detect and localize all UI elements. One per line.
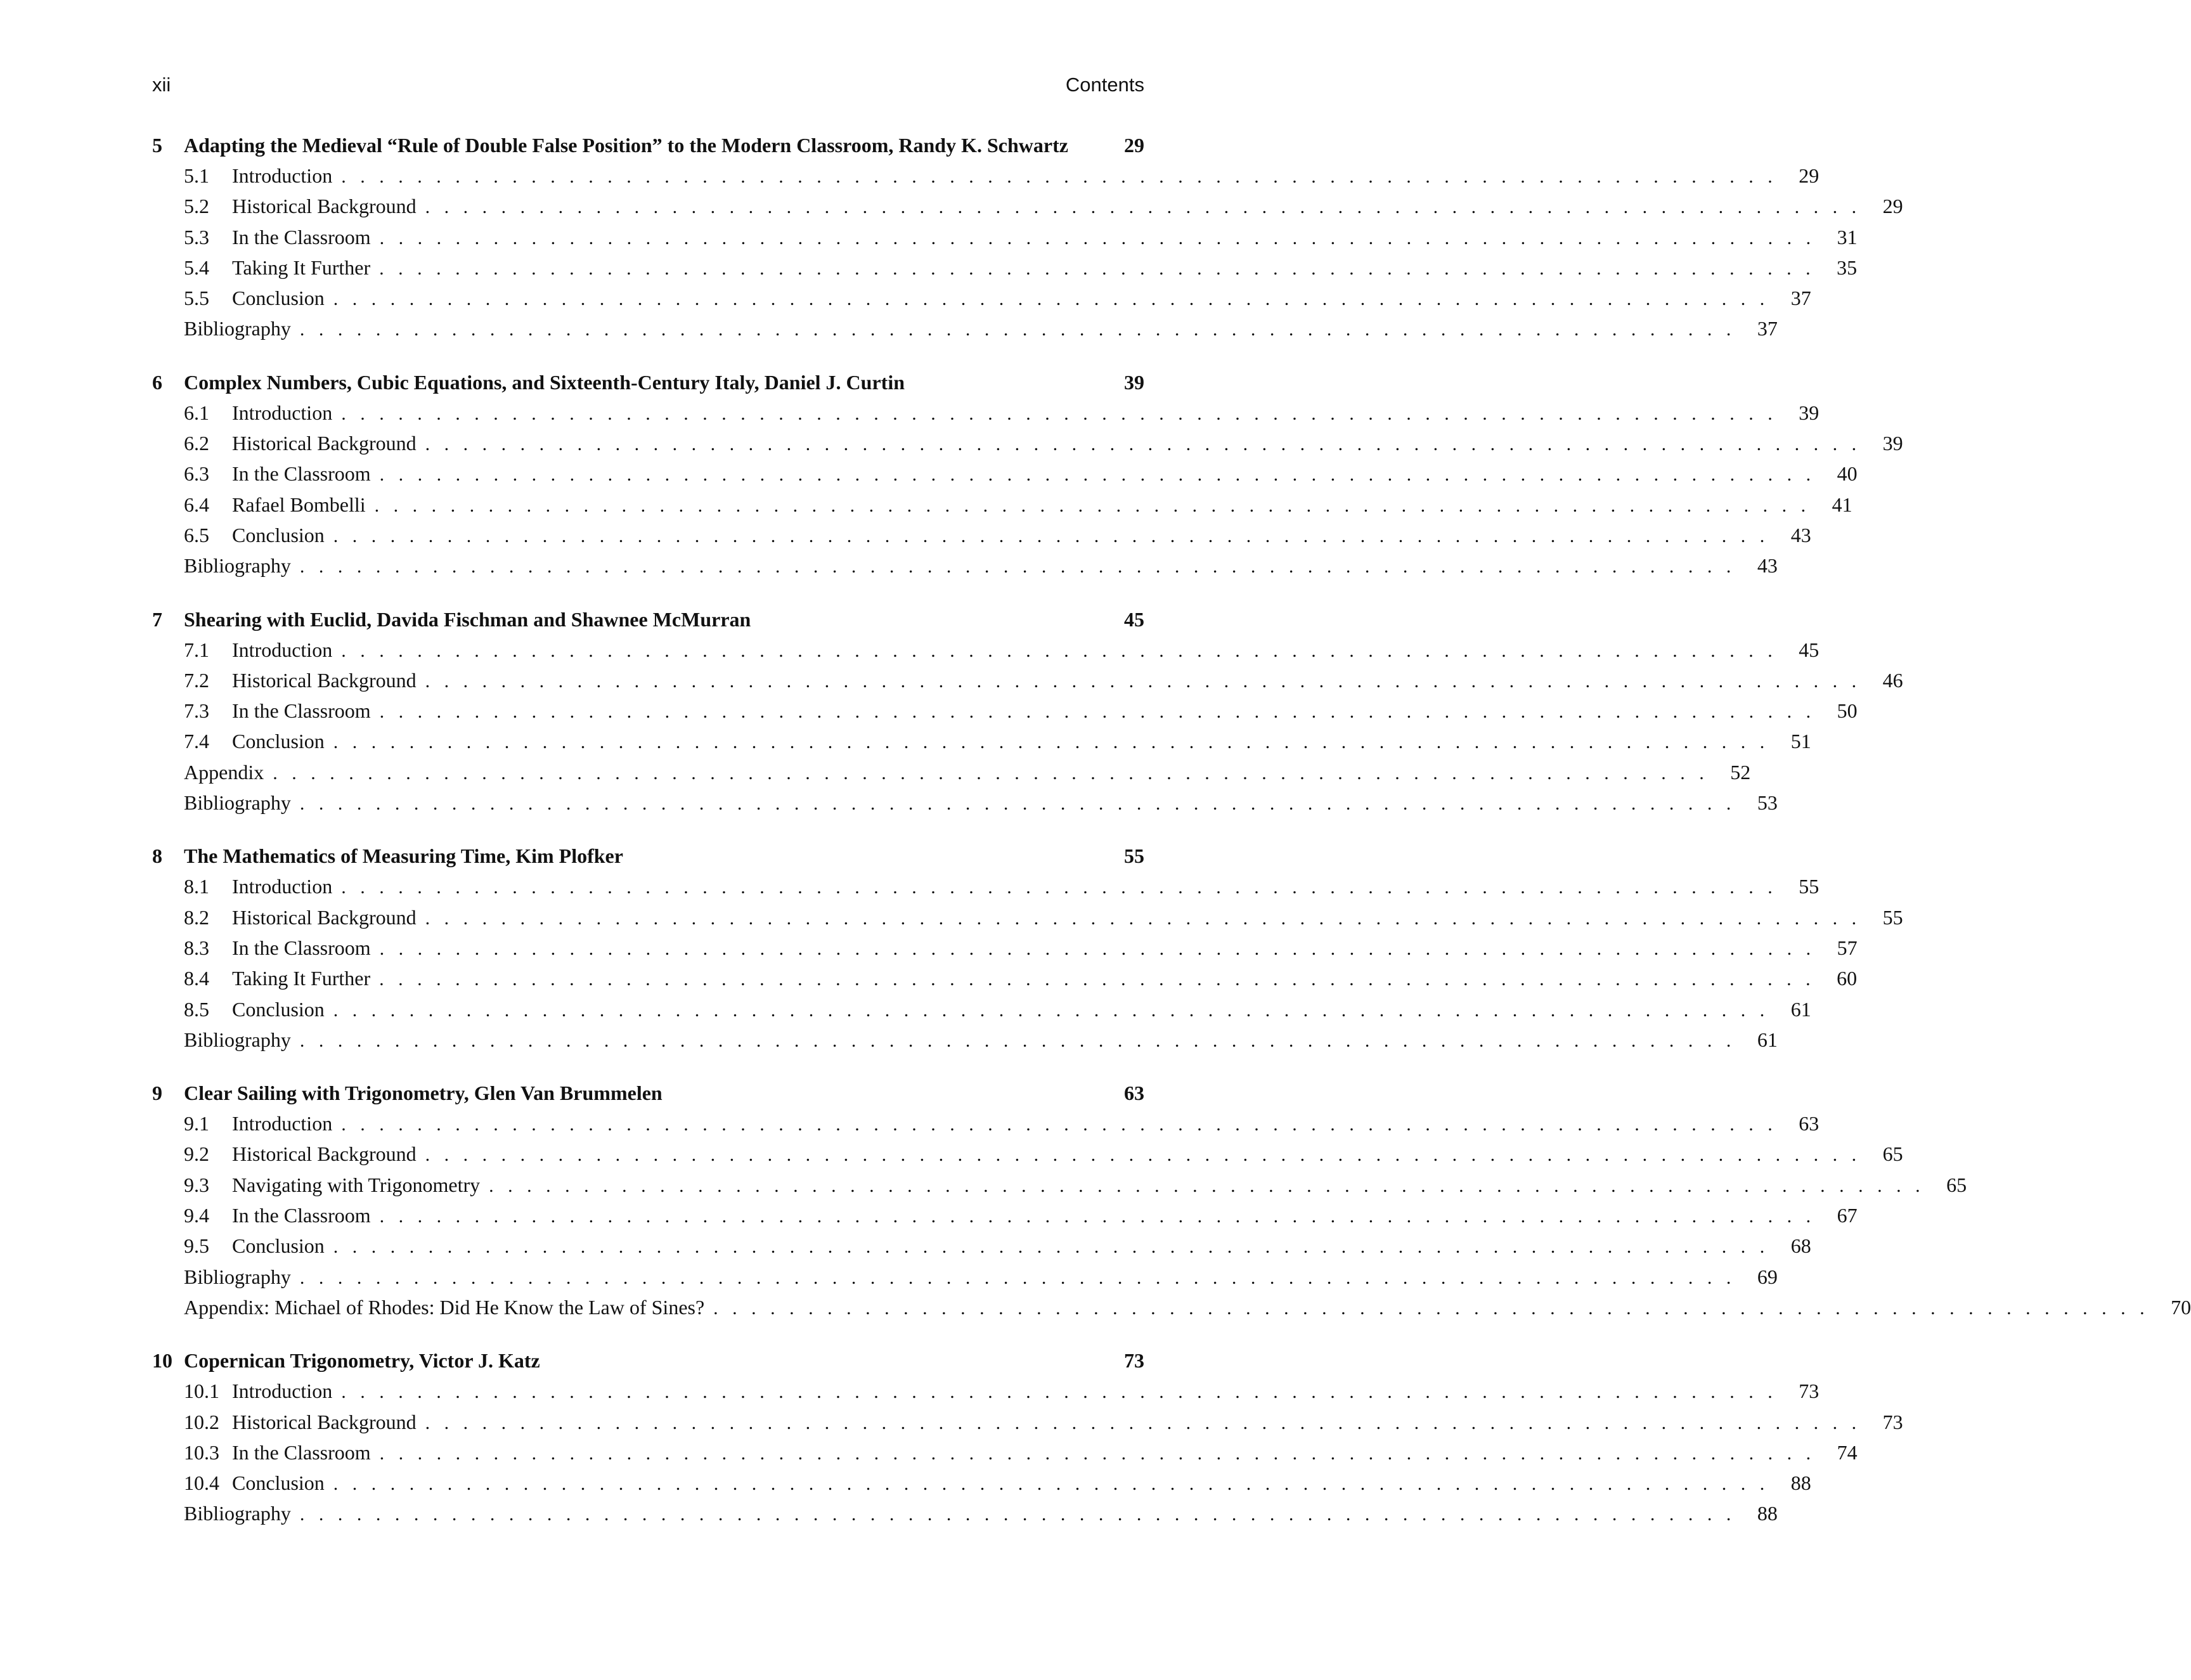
- section-title: In the Classroom: [232, 462, 371, 486]
- section-title: Introduction: [232, 875, 333, 898]
- section-page-number: 31: [1837, 225, 1858, 249]
- dot-leader: . . . . . . . . . . . . . . . . . . . . . . . . . . . . . . . . . . . . . . . . . . . . . . . . . . . . . . . . . . . . . . . . . . . . . . . . . . . .: [299, 1504, 1736, 1525]
- toc-entry[interactable]: [152, 1407, 1903, 1437]
- section-title: Taking It Further: [232, 967, 371, 990]
- dot-leader: . . . . . . . . . . . . . . . . . . . . . . . . . . . . . . . . . . . . . . . . . . . . . . . . . . . . . . . . . . . . . . . . . . . . . . . . . . . .: [425, 197, 1861, 218]
- section-number: 10.3: [184, 1440, 219, 1464]
- section-number: 5.2: [184, 195, 209, 218]
- chapter-heading[interactable]: [152, 604, 1144, 635]
- section-page-number: 74: [1837, 1440, 1858, 1464]
- dot-leader: . . . . . . . . . . . . . . . . . . . . . . . . . . . . . . . . . . . . . . . . . . . . . . . . . . . . . . . . . . . . . . . . . . . . . . . . . . . .: [341, 166, 1778, 187]
- toc-entry[interactable]: [152, 695, 1858, 726]
- chapter-number: 9: [152, 1082, 162, 1105]
- toc-entry[interactable]: [152, 520, 1811, 550]
- chapter-page-number: 45: [1124, 607, 1144, 631]
- section-number: 10.1: [184, 1380, 219, 1403]
- dot-leader: . . . . . . . . . . . . . . . . . . . . . . . . . . . . . . . . . . . . . . . . . . . . . . . . . . . . . . . . . . . . . . . . . . . . . . . . . . . .: [341, 1114, 1778, 1135]
- toc-entry[interactable]: [152, 222, 1858, 252]
- section-number: 9.2: [184, 1142, 209, 1166]
- section-page-number: 70: [2171, 1295, 2191, 1319]
- section-number: 7.4: [184, 730, 209, 753]
- section-title: Bibliography: [184, 1028, 291, 1051]
- section-page-number: 35: [1837, 255, 1858, 279]
- section-title: Bibliography: [184, 791, 291, 815]
- dot-leader: . . . . . . . . . . . . . . . . . . . . . . . . . . . . . . . . . . . . . . . . . . . . . . . . . . . . . . . . . . . . . . . . . . . . . . . . . . . .: [379, 464, 1816, 486]
- section-number: 10.2: [184, 1410, 219, 1433]
- chapter-heading[interactable]: [152, 1345, 1144, 1376]
- section-page-number: 41: [1832, 493, 1852, 516]
- chapter-title: Shearing with Euclid, Davida Fischman and Shawnee McMurran: [184, 607, 751, 631]
- dot-leader: . . . . . . . . . . . . . . . . . . . . . . . . . . . . . . . . . . . . . . . . . . . . . . . . . . . . . . . . . . . . . . . . . . . . . . . . . . . .: [333, 1236, 1769, 1258]
- chapter-number: 10: [152, 1349, 172, 1373]
- chapter-title: Copernican Trigonometry, Victor J. Katz: [184, 1349, 540, 1373]
- section-title: Historical Background: [232, 668, 417, 692]
- section-title: In the Classroom: [232, 1204, 371, 1227]
- dot-leader: . . . . . . . . . . . . . . . . . . . . . . . . . . . . . . . . . . . . . . . . . . . . . . . . . . . . . . . . . . . . . . . . . . . . . . . . . . . .: [333, 732, 1769, 753]
- dot-leader: . . . . . . . . . . . . . . . . . . . . . . . . . . . . . . . . . . . . . . . . . . . . . . . . . . . . . . . . . . . . . . . . . . . . . . . . . . . .: [425, 434, 1861, 455]
- section-number: 6.2: [184, 432, 209, 455]
- dot-leader: . . . . . . . . . . . . . . . . . . . . . . . . . . . . . . . . . . . . . . . . . . . . . . . . . . . . . . . . . . . . . . . . . . . . . . . . . . . .: [713, 1297, 2150, 1319]
- section-page-number: 45: [1799, 638, 1819, 661]
- dot-leader: . . . . . . . . . . . . . . . . . . . . . . . . . . . . . . . . . . . . . . . . . . . . . . . . . . . . . . . . . . . . . . . . . . . . . . . . . . . .: [341, 877, 1778, 898]
- dot-leader: . . . . . . . . . . . . . . . . . . . . . . . . . . . . . . . . . . . . . . . . . . . . . . . . . . . . . . . . . . . . . . . . . . . . . . . . . . . .: [379, 257, 1816, 279]
- section-page-number: 65: [1882, 1142, 1903, 1166]
- dot-leader: . . . . . . . . . . . . . . . . . . . . . . . . . . . . . . . . . . . . . . . . . . . . . . . . . . . . . . . . . . . . . . . . . . . . . . . . . . . .: [299, 319, 1736, 340]
- chapter-title: Clear Sailing with Trigonometry, Glen Van Brummelen: [184, 1082, 662, 1105]
- toc-entry[interactable]: [152, 428, 1903, 458]
- section-page-number: 40: [1837, 462, 1858, 486]
- section-page-number: 69: [1757, 1265, 1778, 1288]
- chapter-heading[interactable]: [152, 367, 1144, 397]
- toc-entry[interactable]: [152, 963, 1858, 993]
- toc-entry[interactable]: [152, 550, 1778, 581]
- section-number: 8.2: [184, 905, 209, 929]
- toc-entry[interactable]: [152, 160, 1819, 191]
- toc-entry[interactable]: [152, 994, 1811, 1024]
- section-page-number: 39: [1882, 432, 1903, 455]
- dot-leader: . . . . . . . . . . . . . . . . . . . . . . . . . . . . . . . . . . . . . . . . . . . . . . . . . . . . . . . . . . . . . . . . . . . . . . . . . . . .: [299, 793, 1736, 815]
- section-number: 9.3: [184, 1173, 209, 1196]
- dot-leader: . . . . . . . . . . . . . . . . . . . . . . . . . . . . . . . . . . . . . . . . . . . . . . . . . . . . . . . . . . . . . . . . . . . . . . . . . . . .: [333, 288, 1769, 310]
- section-title: In the Classroom: [232, 936, 371, 959]
- toc-entry[interactable]: [152, 1024, 1778, 1055]
- section-page-number: 88: [1790, 1471, 1811, 1495]
- section-page-number: 57: [1837, 936, 1858, 959]
- section-page-number: 29: [1799, 164, 1819, 187]
- toc-entry[interactable]: [152, 1376, 1819, 1406]
- toc-entry[interactable]: [152, 1231, 1811, 1261]
- chapter-title: Adapting the Medieval “Rule of Double False Position” to the Modern Classroom, Randy K. Schwartz: [184, 134, 1068, 157]
- toc-entry[interactable]: [152, 1468, 1811, 1498]
- dot-leader: . . . . . . . . . . . . . . . . . . . . . . . . . . . . . . . . . . . . . . . . . . . . . . . . . . . . . . . . . . . . . . . . . . . . . . . . . . . .: [341, 403, 1778, 424]
- section-title: Historical Background: [232, 1410, 417, 1433]
- table-of-contents: [152, 130, 2191, 1552]
- toc-entry[interactable]: [152, 489, 1852, 520]
- chapter-number: 7: [152, 607, 162, 631]
- section-title: Bibliography: [184, 1265, 291, 1288]
- toc-entry[interactable]: [152, 871, 1819, 901]
- chapter-heading[interactable]: [152, 130, 1144, 160]
- section-number: 9.4: [184, 1204, 209, 1227]
- dot-leader: . . . . . . . . . . . . . . . . . . . . . . . . . . . . . . . . . . . . . . . . . . . . . . . . . . . . . . . . . . . . . . . . . . . . . . . . . . . .: [489, 1175, 1925, 1196]
- section-number: 10.4: [184, 1471, 219, 1495]
- section-title: In the Classroom: [232, 1440, 371, 1464]
- chapter-title: The Mathematics of Measuring Time, Kim Plofker: [184, 844, 623, 868]
- chapter-page-number: 73: [1124, 1349, 1144, 1373]
- section-page-number: 37: [1757, 317, 1778, 340]
- toc-entry[interactable]: [152, 1292, 2191, 1322]
- section-page-number: 55: [1882, 905, 1903, 929]
- chapter-heading[interactable]: [152, 1078, 1144, 1108]
- toc-entry[interactable]: [152, 1437, 1858, 1468]
- section-title: Historical Background: [232, 1142, 417, 1166]
- section-number: 5.5: [184, 287, 209, 310]
- chapter-page-number: 55: [1124, 844, 1144, 868]
- running-title: Contents: [1065, 74, 1144, 96]
- section-number: 8.1: [184, 875, 209, 898]
- section-page-number: 52: [1730, 760, 1751, 784]
- section-number: 8.5: [184, 997, 209, 1021]
- dot-leader: . . . . . . . . . . . . . . . . . . . . . . . . . . . . . . . . . . . . . . . . . . . . . . . . . . . . . . . . . . . . . . . . . . . . . . . . . . . .: [341, 640, 1778, 661]
- toc-entry[interactable]: [152, 1170, 1967, 1200]
- section-number: 5.3: [184, 225, 209, 249]
- section-page-number: 55: [1799, 875, 1819, 898]
- dot-leader: . . . . . . . . . . . . . . . . . . . . . . . . . . . . . . . . . . . . . . . . . . . . . . . . . . . . . . . . . . . . . . . . . . . . . . . . . . . .: [379, 938, 1816, 959]
- chapter-block: [152, 130, 1903, 344]
- section-page-number: 51: [1790, 730, 1811, 753]
- section-number: 8.4: [184, 967, 209, 990]
- section-number: 9.5: [184, 1234, 209, 1258]
- toc-entry[interactable]: [152, 1108, 1819, 1139]
- chapter-block: [152, 1078, 2191, 1322]
- dot-leader: . . . . . . . . . . . . . . . . . . . . . . . . . . . . . . . . . . . . . . . . . . . . . . . . . . . . . . . . . . . . . . . . . . . . . . . . . . . .: [379, 1206, 1816, 1227]
- dot-leader: . . . . . . . . . . . . . . . . . . . . . . . . . . . . . . . . . . . . . . . . . . . . . . . . . . . . . . . . . . . . . . . . . . . . . . . . . . . .: [299, 1030, 1736, 1051]
- chapter-block: [152, 367, 1903, 581]
- section-title: Introduction: [232, 164, 333, 187]
- toc-entry[interactable]: [152, 283, 1811, 313]
- section-page-number: 39: [1799, 401, 1819, 424]
- dot-leader: . . . . . . . . . . . . . . . . . . . . . . . . . . . . . . . . . . . . . . . . . . . . . . . . . . . . . . . . . . . . . . . . . . . . . . . . . . . .: [425, 670, 1861, 692]
- section-title: In the Classroom: [232, 699, 371, 723]
- toc-entry[interactable]: [152, 902, 1903, 933]
- dot-leader: . . . . . . . . . . . . . . . . . . . . . . . . . . . . . . . . . . . . . . . . . . . . . . . . . . . . . . . . . . . . . . . . . . . . . . . . . . . .: [299, 556, 1736, 578]
- section-page-number: 65: [1946, 1173, 1967, 1196]
- section-page-number: 67: [1837, 1204, 1858, 1227]
- section-page-number: 73: [1882, 1410, 1903, 1433]
- toc-entry[interactable]: [152, 252, 1858, 283]
- toc-entry[interactable]: [152, 1498, 1778, 1528]
- section-page-number: 60: [1837, 967, 1858, 990]
- section-number: 6.1: [184, 401, 209, 424]
- chapter-title: Complex Numbers, Cubic Equations, and Sixteenth-Century Italy, Daniel J. Curtin: [184, 370, 905, 394]
- toc-entry[interactable]: [152, 1200, 1858, 1231]
- toc-entry[interactable]: [152, 726, 1811, 756]
- toc-entry[interactable]: [152, 787, 1778, 818]
- section-title: Rafael Bombelli: [232, 493, 366, 516]
- dot-leader: . . . . . . . . . . . . . . . . . . . . . . . . . . . . . . . . . . . . . . . . . . . . . . . . . . . . . . . . . . . . . . . . . . . . . . . . . . . .: [273, 762, 1709, 784]
- section-title: Bibliography: [184, 1502, 291, 1525]
- section-title: Conclusion: [232, 1471, 325, 1495]
- toc-entry[interactable]: [152, 397, 1819, 428]
- chapter-block: [152, 841, 1903, 1055]
- section-page-number: 50: [1837, 699, 1858, 723]
- section-title: Introduction: [232, 1380, 333, 1403]
- section-title: Historical Background: [232, 432, 417, 455]
- page-number: xii: [152, 74, 171, 96]
- section-page-number: 73: [1799, 1380, 1819, 1403]
- section-page-number: 61: [1790, 997, 1811, 1021]
- section-title: Appendix: [184, 760, 264, 784]
- section-page-number: 68: [1790, 1234, 1811, 1258]
- dot-leader: . . . . . . . . . . . . . . . . . . . . . . . . . . . . . . . . . . . . . . . . . . . . . . . . . . . . . . . . . . . . . . . . . . . . . . . . . . . .: [425, 1412, 1861, 1433]
- section-page-number: 53: [1757, 791, 1778, 815]
- toc-entry[interactable]: [152, 665, 1903, 695]
- section-page-number: 43: [1757, 554, 1778, 578]
- section-number: 5.4: [184, 255, 209, 279]
- section-title: Bibliography: [184, 317, 291, 340]
- dot-leader: . . . . . . . . . . . . . . . . . . . . . . . . . . . . . . . . . . . . . . . . . . . . . . . . . . . . . . . . . . . . . . . . . . . . . . . . . . . .: [425, 907, 1861, 929]
- section-page-number: 46: [1882, 668, 1903, 692]
- dot-leader: . . . . . . . . . . . . . . . . . . . . . . . . . . . . . . . . . . . . . . . . . . . . . . . . . . . . . . . . . . . . . . . . . . . . . . . . . . . .: [379, 1442, 1816, 1464]
- section-page-number: 29: [1882, 195, 1903, 218]
- section-number: 5.1: [184, 164, 209, 187]
- section-title: Bibliography: [184, 554, 291, 578]
- section-title: Conclusion: [232, 730, 325, 753]
- section-title: Conclusion: [232, 1234, 325, 1258]
- section-title: Conclusion: [232, 287, 325, 310]
- toc-entry[interactable]: [152, 1262, 1778, 1292]
- dot-leader: . . . . . . . . . . . . . . . . . . . . . . . . . . . . . . . . . . . . . . . . . . . . . . . . . . . . . . . . . . . . . . . . . . . . . . . . . . . .: [341, 1381, 1778, 1403]
- chapter-page-number: 39: [1124, 370, 1144, 394]
- dot-leader: . . . . . . . . . . . . . . . . . . . . . . . . . . . . . . . . . . . . . . . . . . . . . . . . . . . . . . . . . . . . . . . . . . . . . . . . . . . .: [379, 969, 1816, 990]
- section-title: Introduction: [232, 401, 333, 424]
- section-number: 6.3: [184, 462, 209, 486]
- dot-leader: . . . . . . . . . . . . . . . . . . . . . . . . . . . . . . . . . . . . . . . . . . . . . . . . . . . . . . . . . . . . . . . . . . . . . . . . . . . .: [299, 1267, 1736, 1288]
- section-title: Historical Background: [232, 905, 417, 929]
- section-number: 9.1: [184, 1112, 209, 1135]
- section-title: Introduction: [232, 1112, 333, 1135]
- section-number: 6.4: [184, 493, 209, 516]
- section-page-number: 61: [1757, 1028, 1778, 1051]
- dot-leader: . . . . . . . . . . . . . . . . . . . . . . . . . . . . . . . . . . . . . . . . . . . . . . . . . . . . . . . . . . . . . . . . . . . . . . . . . . . .: [374, 494, 1811, 516]
- chapter-block: [152, 604, 1903, 818]
- toc-entry[interactable]: [152, 191, 1903, 221]
- dot-leader: . . . . . . . . . . . . . . . . . . . . . . . . . . . . . . . . . . . . . . . . . . . . . . . . . . . . . . . . . . . . . . . . . . . . . . . . . . . .: [379, 227, 1816, 249]
- chapter-page-number: 29: [1124, 134, 1144, 157]
- chapter-number: 6: [152, 370, 162, 394]
- section-title: Introduction: [232, 638, 333, 661]
- chapter-heading[interactable]: [152, 841, 1144, 871]
- section-page-number: 37: [1790, 287, 1811, 310]
- toc-entry[interactable]: [152, 1139, 1903, 1169]
- section-number: 8.3: [184, 936, 209, 959]
- section-page-number: 88: [1757, 1502, 1778, 1525]
- section-number: 7.2: [184, 668, 209, 692]
- chapter-number: 8: [152, 844, 162, 868]
- section-title: Navigating with Trigonometry: [232, 1173, 481, 1196]
- section-title: Conclusion: [232, 997, 325, 1021]
- chapter-number: 5: [152, 134, 162, 157]
- toc-entry[interactable]: [152, 757, 1751, 787]
- dot-leader: . . . . . . . . . . . . . . . . . . . . . . . . . . . . . . . . . . . . . . . . . . . . . . . . . . . . . . . . . . . . . . . . . . . . . . . . . . . .: [333, 999, 1769, 1021]
- section-title: In the Classroom: [232, 225, 371, 249]
- section-number: 7.1: [184, 638, 209, 661]
- chapter-page-number: 63: [1124, 1082, 1144, 1105]
- toc-entry[interactable]: [152, 635, 1819, 665]
- toc-entry[interactable]: [152, 458, 1858, 489]
- section-title: Historical Background: [232, 195, 417, 218]
- section-page-number: 63: [1799, 1112, 1819, 1135]
- dot-leader: . . . . . . . . . . . . . . . . . . . . . . . . . . . . . . . . . . . . . . . . . . . . . . . . . . . . . . . . . . . . . . . . . . . . . . . . . . . .: [425, 1144, 1861, 1166]
- section-number: 6.5: [184, 523, 209, 546]
- section-number: 7.3: [184, 699, 209, 723]
- dot-leader: . . . . . . . . . . . . . . . . . . . . . . . . . . . . . . . . . . . . . . . . . . . . . . . . . . . . . . . . . . . . . . . . . . . . . . . . . . . .: [333, 1473, 1769, 1495]
- chapter-block: [152, 1345, 1903, 1528]
- toc-entry[interactable]: [152, 933, 1858, 963]
- dot-leader: . . . . . . . . . . . . . . . . . . . . . . . . . . . . . . . . . . . . . . . . . . . . . . . . . . . . . . . . . . . . . . . . . . . . . . . . . . . .: [333, 525, 1769, 546]
- section-title: Taking It Further: [232, 255, 371, 279]
- section-page-number: 43: [1790, 523, 1811, 546]
- section-title: Appendix: Michael of Rhodes: Did He Know the Law of Sines?: [184, 1295, 705, 1319]
- toc-entry[interactable]: [152, 313, 1778, 344]
- dot-leader: . . . . . . . . . . . . . . . . . . . . . . . . . . . . . . . . . . . . . . . . . . . . . . . . . . . . . . . . . . . . . . . . . . . . . . . . . . . .: [379, 701, 1816, 723]
- running-header: [152, 74, 1144, 105]
- section-title: Conclusion: [232, 523, 325, 546]
